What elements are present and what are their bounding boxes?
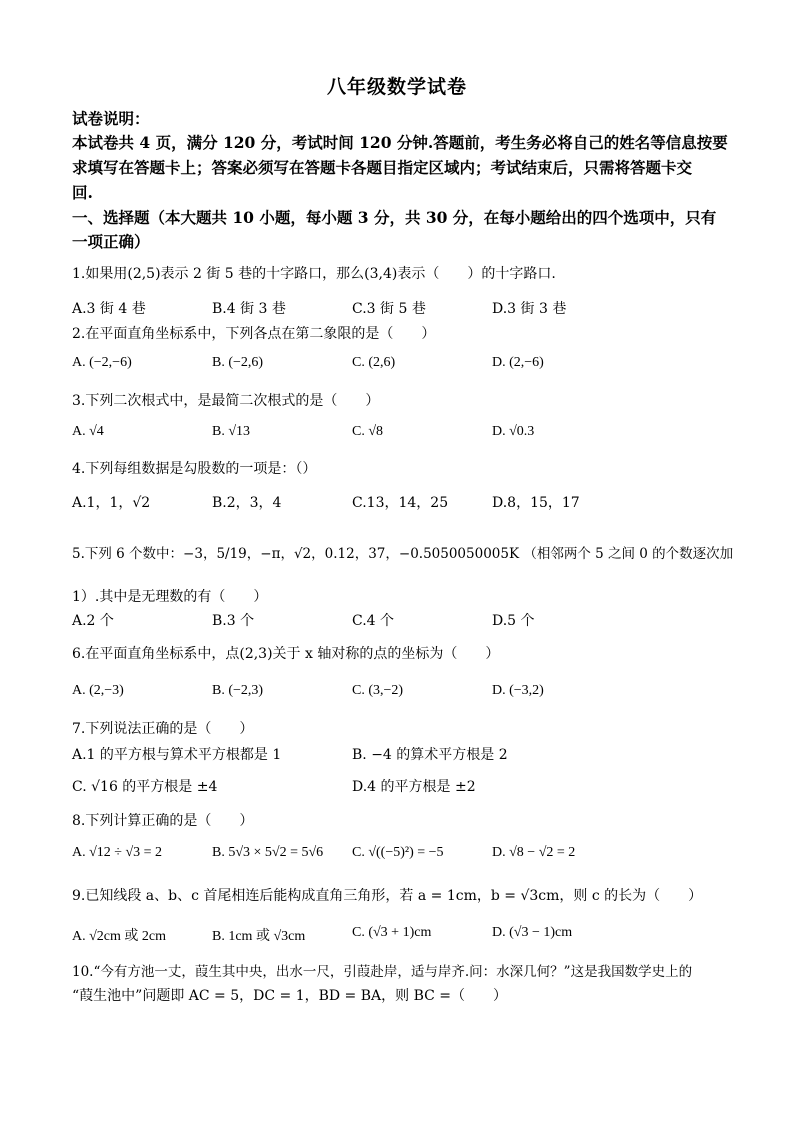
question-8-stem: 8.下列计算正确的是（ ） (72, 813, 254, 829)
question-4-option-d[interactable]: D.8，15，17 (492, 495, 580, 511)
instructions-line-1: 本试卷共 4 页，满分 120 分，考试时间 120 分钟.答题前，考生务必将自己的姓名等信息按要 (72, 133, 728, 152)
question-3-option-b[interactable]: B. √13 (212, 424, 251, 439)
question-7-option-d[interactable]: D.4 的平方根是 ±2 (352, 779, 476, 795)
question-1-option-d[interactable]: D.3 街 3 巷 (492, 301, 567, 317)
question-6-option-d[interactable]: D. (−3,2) (492, 683, 544, 698)
question-4-stem: 4.下列每组数据是勾股数的一项是：（） (72, 461, 317, 477)
page-title: 八年级数学试卷 (326, 76, 467, 98)
question-9-option-c[interactable]: C. (√3 + 1)cm (352, 925, 432, 940)
question-8-option-a[interactable]: A. √12 ÷ √3 = 2 (72, 845, 163, 860)
question-8-option-d[interactable]: D. √8 − √2 = 2 (492, 845, 576, 860)
question-8-option-b[interactable]: B. 5√3 × 5√2 = 5√6 (212, 845, 324, 860)
question-9-option-d[interactable]: D. (√3 − 1)cm (492, 925, 573, 940)
question-10-stem-line-1: 10.“今有方池一丈，葭生其中央，出水一尺，引葭赴岸，适与岸齐.问：水深几何？”这是我国数学史上的 (72, 964, 693, 980)
question-2-option-b[interactable]: B. (−2,6) (212, 355, 264, 370)
question-9-stem: 9.已知线段 a、b、c 首尾相连后能构成直角三角形，若 a = 1cm，b = √3cm，则 c 的长为（ ） (72, 888, 703, 904)
question-10-stem-line-2: “葭生池中”问题即 AC = 5，DC = 1，BD = BA，则 BC =（ ） (72, 988, 508, 1004)
section-heading-line-1: 一、选择题（本大题共 10 小题，每小题 3 分，共 30 分，在每小题给出的四个选项中，只有 (72, 208, 717, 227)
question-1-option-c[interactable]: C.3 街 5 巷 (352, 301, 426, 317)
question-6-stem: 6.在平面直角坐标系中，点(2,3)关于 x 轴对称的点的坐标为（ ） (72, 646, 500, 662)
question-5-option-c[interactable]: C.4 个 (352, 613, 395, 629)
question-9-option-a[interactable]: A. √2cm 或 2cm (72, 929, 167, 944)
question-5-option-d[interactable]: D.5 个 (492, 613, 535, 629)
question-2-option-d[interactable]: D. (2,−6) (492, 355, 544, 370)
question-7-option-c[interactable]: C. √16 的平方根是 ±4 (72, 779, 218, 795)
question-7-stem: 7.下列说法正确的是（ ） (72, 721, 254, 737)
question-1-option-b[interactable]: B.4 街 3 巷 (212, 301, 286, 317)
question-6-option-a[interactable]: A. (2,−3) (72, 683, 124, 698)
question-1-option-a[interactable]: A.3 街 4 巷 (72, 301, 146, 317)
question-2-option-c[interactable]: C. (2,6) (352, 355, 396, 370)
question-7-option-a[interactable]: A.1 的平方根与算术平方根都是 1 (72, 747, 282, 763)
question-3-option-d[interactable]: D. √0.3 (492, 424, 535, 439)
question-4-option-c[interactable]: C.13，14，25 (352, 495, 449, 511)
question-3-option-a[interactable]: A. √4 (72, 424, 104, 439)
question-6-option-c[interactable]: C. (3,−2) (352, 683, 404, 698)
question-8-option-c[interactable]: C. √((−5)²) = −5 (352, 845, 444, 860)
instructions-line-2: 求填写在答题卡上；答案必须写在答题卡各题目指定区域内；考试结束后，只需将答题卡交 (72, 158, 693, 177)
question-9-option-b[interactable]: B. 1cm 或 √3cm (212, 929, 306, 944)
question-5-stem-line-1: 5.下列 6 个数中：−3，5/19，−π，√2，0.12，37，−0.5050050005K （相邻两个 5 之间 0 的个数逐次加 (72, 546, 734, 562)
question-5-option-a[interactable]: A.2 个 (72, 613, 114, 629)
question-2-option-a[interactable]: A. (−2,−6) (72, 355, 132, 370)
question-2-stem: 2.在平面直角坐标系中，下列各点在第二象限的是（ ） (72, 326, 436, 342)
instructions-heading: 试卷说明： (72, 109, 150, 128)
question-5-option-b[interactable]: B.3 个 (212, 613, 255, 629)
instructions-line-3: 回. (72, 183, 93, 202)
question-5-stem-line-2: 1）.其中是无理数的有（ ） (72, 589, 268, 605)
question-3-stem: 3.下列二次根式中，是最简二次根式的是（ ） (72, 393, 380, 409)
question-4-option-a[interactable]: A.1，1，√2 (72, 495, 151, 511)
question-1-stem: 1.如果用(2,5)表示 2 街 5 巷的十字路口，那么(3,4)表示（ ）的十字路口. (72, 266, 556, 282)
question-7-option-b[interactable]: B. −4 的算术平方根是 2 (352, 747, 508, 763)
question-3-option-c[interactable]: C. √8 (352, 424, 384, 439)
question-6-option-b[interactable]: B. (−2,3) (212, 683, 264, 698)
section-heading-line-2: 一项正确） (72, 232, 150, 251)
question-4-option-b[interactable]: B.2，3，4 (212, 495, 282, 511)
